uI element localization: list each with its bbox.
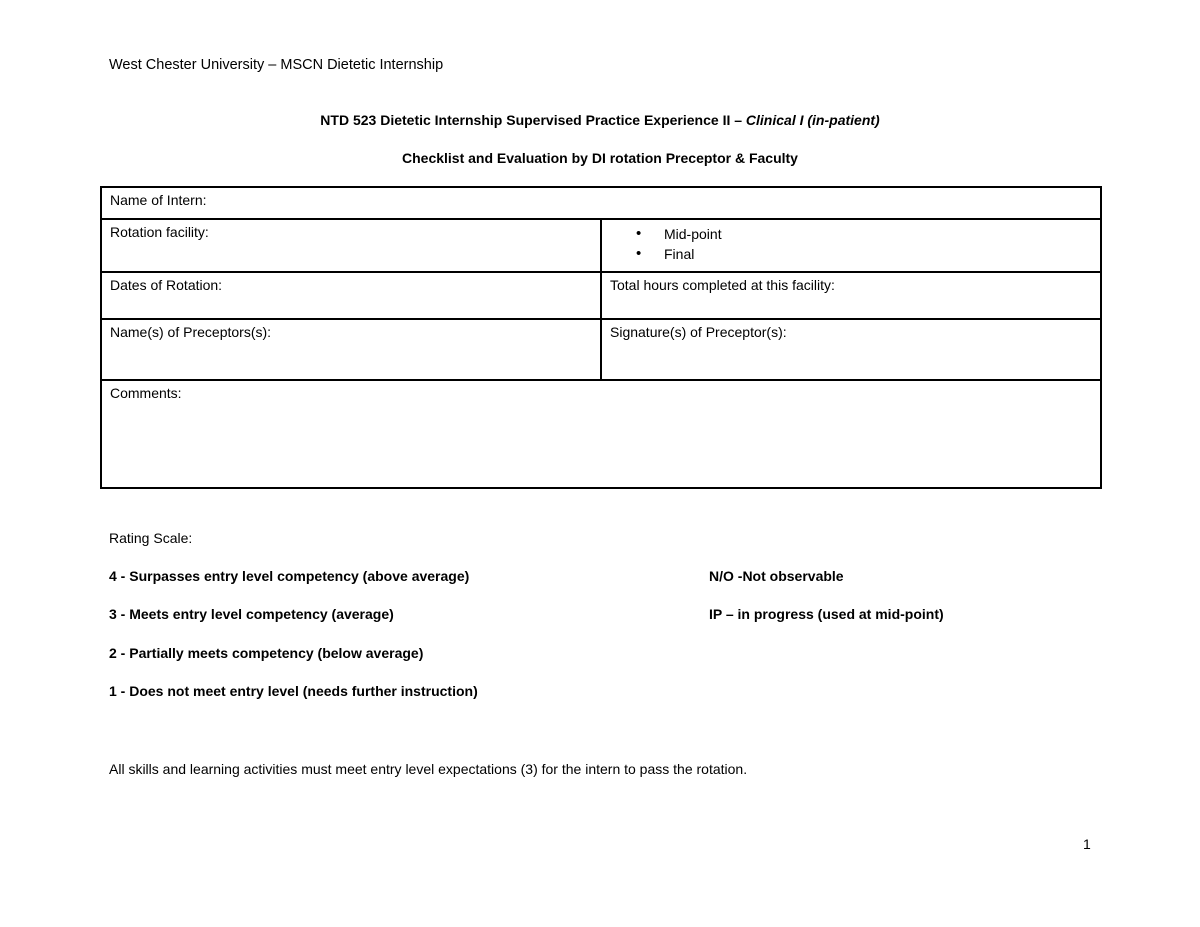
evaluation-point-list (610, 224, 1092, 264)
preceptor-signatures-label: Signature(s) of Preceptor(s): (610, 324, 787, 340)
rating-level-4: 4 - Surpasses entry level competency (above average) (109, 568, 470, 584)
option-final[interactable]: • Final (636, 244, 1092, 264)
intern-name-label: Name of Intern: (110, 192, 207, 208)
rotation-dates-label: Dates of Rotation: (110, 277, 223, 293)
rating-in-progress: IP – in progress (used at mid-point) (709, 606, 944, 622)
pass-requirement-note: All skills and learning activities must meet entry level expectations (3) for the intern to pass the rotation. (109, 761, 748, 777)
rotation-dates-field[interactable] (101, 272, 601, 319)
total-hours-field[interactable] (601, 272, 1101, 319)
evaluation-point-field[interactable] (601, 219, 1101, 272)
page-number: 1 (1083, 836, 1091, 852)
rotation-facility-field[interactable] (101, 219, 601, 272)
rotation-facility-label: Rotation facility: (110, 224, 209, 240)
title-main-text: NTD 523 Dietetic Internship Supervised Practice Experience II – (320, 112, 746, 128)
preceptor-names-field[interactable] (101, 319, 601, 380)
rating-level-2: 2 - Partially meets competency (below average) (109, 645, 424, 661)
document-subtitle: Checklist and Evaluation by DI rotation Preceptor & Faculty (402, 150, 798, 166)
intern-info-form (100, 186, 1102, 489)
total-hours-label: Total hours completed at this facility: (610, 277, 835, 293)
preceptor-names-label: Name(s) of Preceptors(s): (110, 324, 272, 340)
rating-not-observable: N/O -Not observable (709, 568, 844, 584)
document-title (0, 112, 1200, 128)
institution-header: West Chester University – MSCN Dietetic Internship (109, 57, 444, 73)
rating-level-1: 1 - Does not meet entry level (needs further instruction) (109, 683, 478, 699)
option-mid-point[interactable]: • Mid-point (636, 224, 1092, 244)
comments-field[interactable] (101, 380, 1101, 488)
preceptor-signatures-field[interactable] (601, 319, 1101, 380)
title-italic-text: Clinical I (in-patient) (745, 112, 880, 128)
rating-level-3: 3 - Meets entry level competency (average) (109, 606, 394, 622)
intern-name-field[interactable] (101, 187, 1101, 219)
rating-scale-label: Rating Scale: (109, 530, 193, 546)
comments-label: Comments: (110, 385, 182, 401)
